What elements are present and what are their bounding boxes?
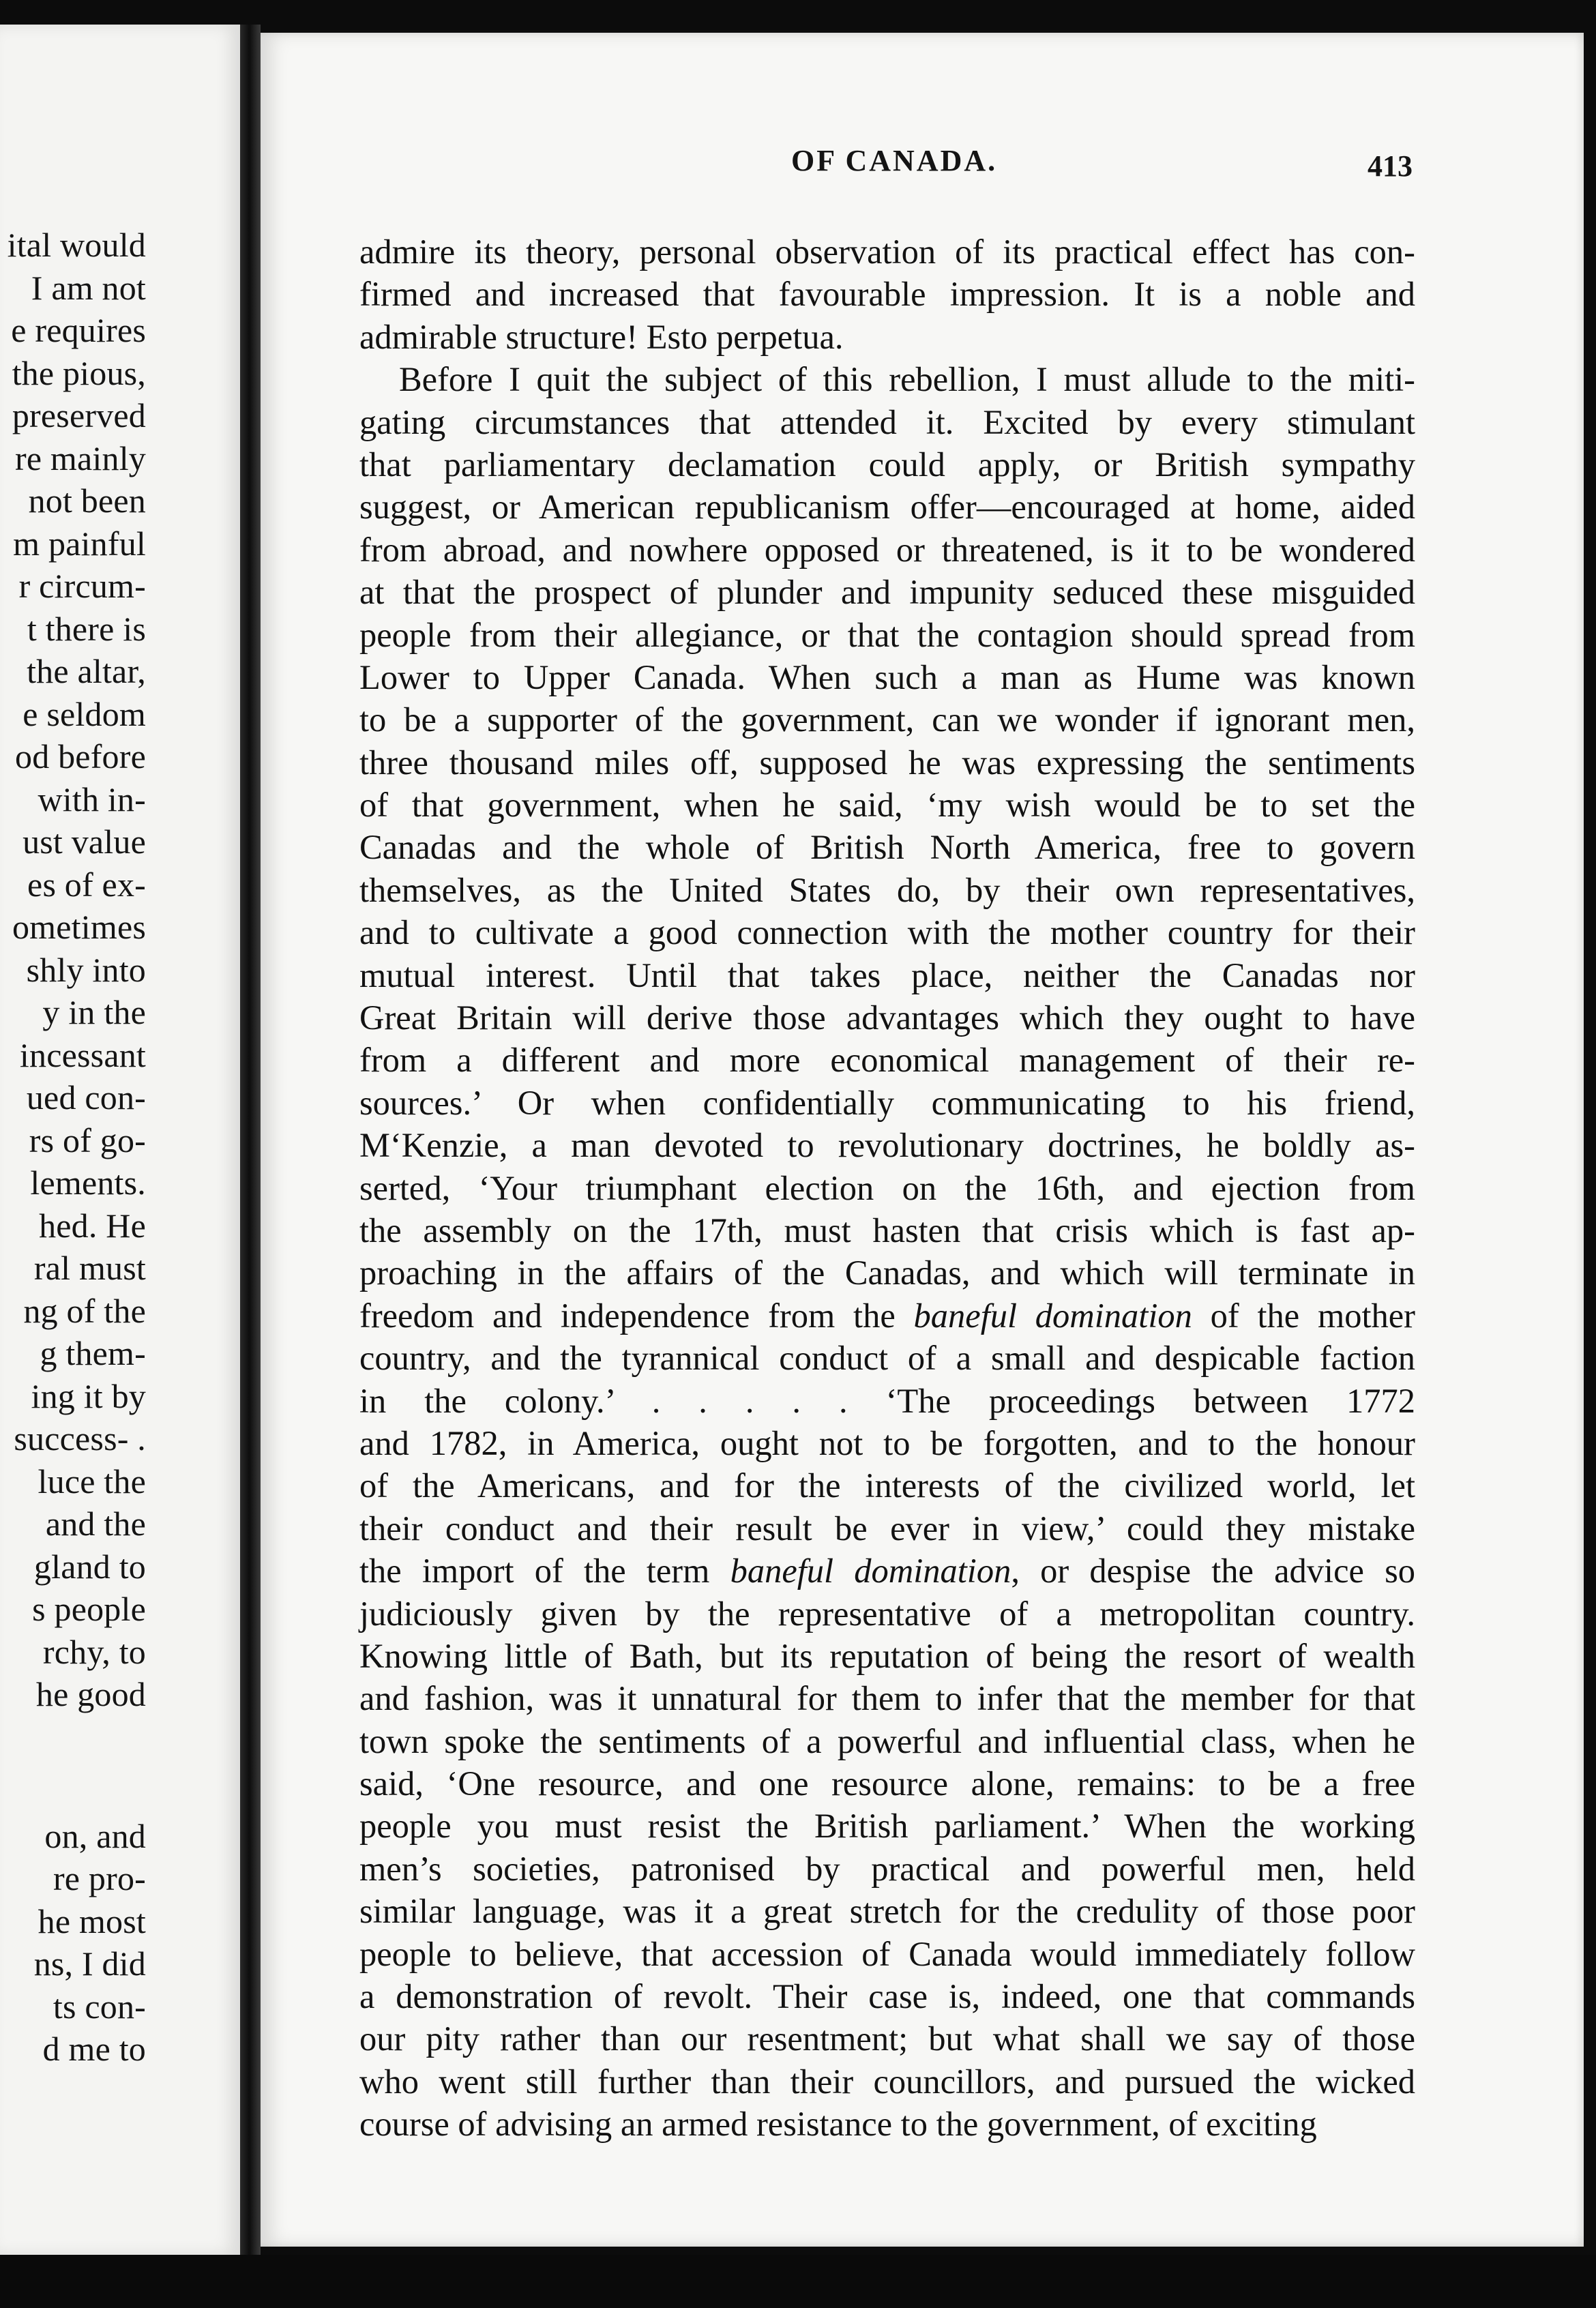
left-text-line: shly into <box>26 950 146 989</box>
left-text-line: with in- <box>38 780 146 818</box>
left-text-line: lements. <box>30 1164 146 1202</box>
left-text-line: incessant <box>19 1035 146 1074</box>
italic-phrase: baneful domination <box>913 1296 1192 1335</box>
text-line: the assembly on the 17th, must hasten that crisis which is fast ap- <box>359 1211 1415 1249</box>
text-line: judiciously given by the representative of a metropolitan country. <box>359 1594 1415 1633</box>
text-line: course of advising an armed resistance to the government, of exciting <box>359 2105 1317 2144</box>
text-line: country, and the tyrannical conduct of a small and despicable faction <box>359 1339 1415 1378</box>
left-text-line: success- . <box>14 1419 146 1458</box>
left-text-line: m painful <box>13 524 146 563</box>
text-line: and to cultivate a good connection with the mother country for their <box>359 913 1415 952</box>
text-line: sources.’ Or when confidentially communicating to his friend, <box>359 1083 1415 1122</box>
left-text-line: y in the <box>42 993 146 1031</box>
text-line: Knowing little of Bath, but its reputation of being the resort of wealth <box>359 1636 1415 1675</box>
scan-bottom-edge <box>0 2255 1596 2308</box>
left-text-line: I am not <box>31 268 146 307</box>
left-text-line: re mainly <box>14 439 146 477</box>
page-number: 413 <box>1368 149 1413 183</box>
left-text-line: rs of go- <box>29 1121 146 1159</box>
text-line: gating circumstances that attended it. Excited by every stimulant <box>359 402 1415 441</box>
left-text-line: e seldom <box>23 694 146 733</box>
text-line: three thousand miles off, supposed he was expressing the sentiments <box>359 743 1415 782</box>
left-text-line: ing it by <box>31 1376 146 1415</box>
text-line: admirable structure! Esto perpetua. <box>359 317 844 356</box>
left-text-line: not been <box>28 482 146 520</box>
text-line: M‘Kenzie, a man devoted to revolutionary doctrines, he boldly as- <box>359 1126 1415 1165</box>
left-text-line: od before <box>15 737 146 775</box>
left-text-line: luce the <box>38 1462 146 1500</box>
left-text-line: and the <box>45 1505 146 1543</box>
text-line: Great Britain will derive those advantages which they ought to have <box>359 998 1415 1037</box>
left-text-line: ng of the <box>23 1291 146 1330</box>
text-line: Before I quit the subject of this rebellion, I must allude to the miti- <box>399 360 1415 399</box>
left-text-line: he most <box>38 1902 146 1940</box>
text-line: freedom and independence from the baneful domination of the mother <box>359 1296 1416 1335</box>
text-line: mutual interest. Until that takes place, neither the Canadas nor <box>359 956 1415 994</box>
text-line: from abroad, and nowhere opposed or threatened, is it to be wondered <box>359 530 1415 569</box>
left-text-line: he good <box>35 1675 146 1713</box>
paragraph-gap <box>0 1716 146 1815</box>
text-line: suggest, or American republicanism offer—encouraged at home, aided <box>359 488 1415 527</box>
left-page-text <box>0 224 146 2071</box>
left-text-line: ts con- <box>53 1987 146 2026</box>
text-line: of the Americans, and for the interests of the civilized world, let <box>359 1466 1415 1505</box>
body-text <box>359 231 1415 2146</box>
text-line: serted, ‘Your triumphant election on the 16th, and ejection from <box>359 1168 1415 1207</box>
book-gutter <box>240 25 261 2255</box>
text-line: who went still further than their councillors, and pursued the wicked <box>359 2062 1415 2101</box>
left-facing-page <box>0 25 240 2255</box>
running-head: OF CANADA. <box>791 144 998 177</box>
text-line: in the colony.’ . . . . . ‘The proceedings between 1772 <box>359 1381 1415 1420</box>
left-text-line: g them- <box>40 1334 146 1372</box>
left-text-line: re pro- <box>53 1859 146 1897</box>
left-text-line: rchy, to <box>42 1632 146 1671</box>
text-line: a demonstration of revolt. Their case is, indeed, one that commands <box>359 1977 1415 2016</box>
left-text-line: ust value <box>23 823 146 861</box>
text-line: the import of the term baneful domination, or despise the advice so <box>359 1552 1415 1591</box>
text-line: at that the prospect of plunder and impunity seduced these misguided <box>359 573 1415 612</box>
text-line: proaching in the affairs of the Canadas, and which will terminate in <box>359 1254 1415 1292</box>
left-text-line: t there is <box>27 609 146 648</box>
left-text-line: gland to <box>33 1547 146 1586</box>
left-text-line: the altar, <box>27 652 146 690</box>
left-text-line: ns, I did <box>33 1944 146 1983</box>
left-text-line: d me to <box>42 2030 146 2068</box>
text-line: and 1782, in America, ought not to be forgotten, and to the honour <box>359 1423 1415 1462</box>
text-line: their conduct and their result be ever in view,’ could they mistake <box>359 1509 1415 1548</box>
text-line: and fashion, was it unnatural for them to infer that the member for that <box>359 1679 1415 1718</box>
text-line: men’s societies, patronised by practical and powerful men, held <box>359 1849 1415 1888</box>
left-text-line: the pious, <box>12 353 146 392</box>
left-text-line: ral must <box>33 1249 146 1287</box>
text-line: to be a supporter of the government, can we wonder if ignorant men, <box>359 700 1415 739</box>
text-line: that parliamentary declamation could apply, or British sympathy <box>359 445 1415 484</box>
left-text-line: ometimes <box>12 908 146 946</box>
text-line: Lower to Upper Canada. When such a man as Hume was known <box>359 657 1415 696</box>
text-line: people to believe, that accession of Canada would immediately follow <box>359 1934 1415 1973</box>
left-text-line: ital would <box>7 226 146 264</box>
text-line: firmed and increased that favourable impression. It is a noble and <box>359 275 1415 314</box>
left-text-line: hed. He <box>39 1206 146 1245</box>
text-line: from a different and more economical management of their re- <box>359 1041 1415 1080</box>
text-line: Canadas and the whole of British North America, free to govern <box>359 828 1415 867</box>
text-line: our pity rather than our resentment; but what shall we say of those <box>359 2020 1415 2058</box>
left-text-line: s people <box>32 1590 146 1628</box>
left-text-line: r circum- <box>18 567 146 605</box>
text-line: of that government, when he said, ‘my wish would be to set the <box>359 786 1415 825</box>
left-text-line: preserved <box>12 396 146 434</box>
italic-phrase: baneful domination <box>730 1552 1011 1591</box>
left-text-line: ued con- <box>26 1078 146 1116</box>
text-line: town spoke the sentiments of a powerful and influential class, when he <box>359 1721 1415 1760</box>
text-line: people you must resist the British parliament.’ When the working <box>359 1807 1415 1846</box>
left-text-line: on, and <box>44 1816 146 1855</box>
text-line: said, ‘One resource, and one resource alone, remains: to be a free <box>359 1764 1415 1803</box>
text-line: themselves, as the United States do, by their own representatives, <box>359 870 1415 909</box>
text-line: admire its theory, personal observation of its practical effect has con- <box>359 233 1415 271</box>
left-text-line: es of ex- <box>27 865 146 904</box>
left-text-line: e requires <box>11 311 146 349</box>
text-line: people from their allegiance, or that the contagion should spread from <box>359 615 1415 654</box>
text-line: similar language, was it a great stretch for the credulity of those poor <box>359 1892 1415 1931</box>
